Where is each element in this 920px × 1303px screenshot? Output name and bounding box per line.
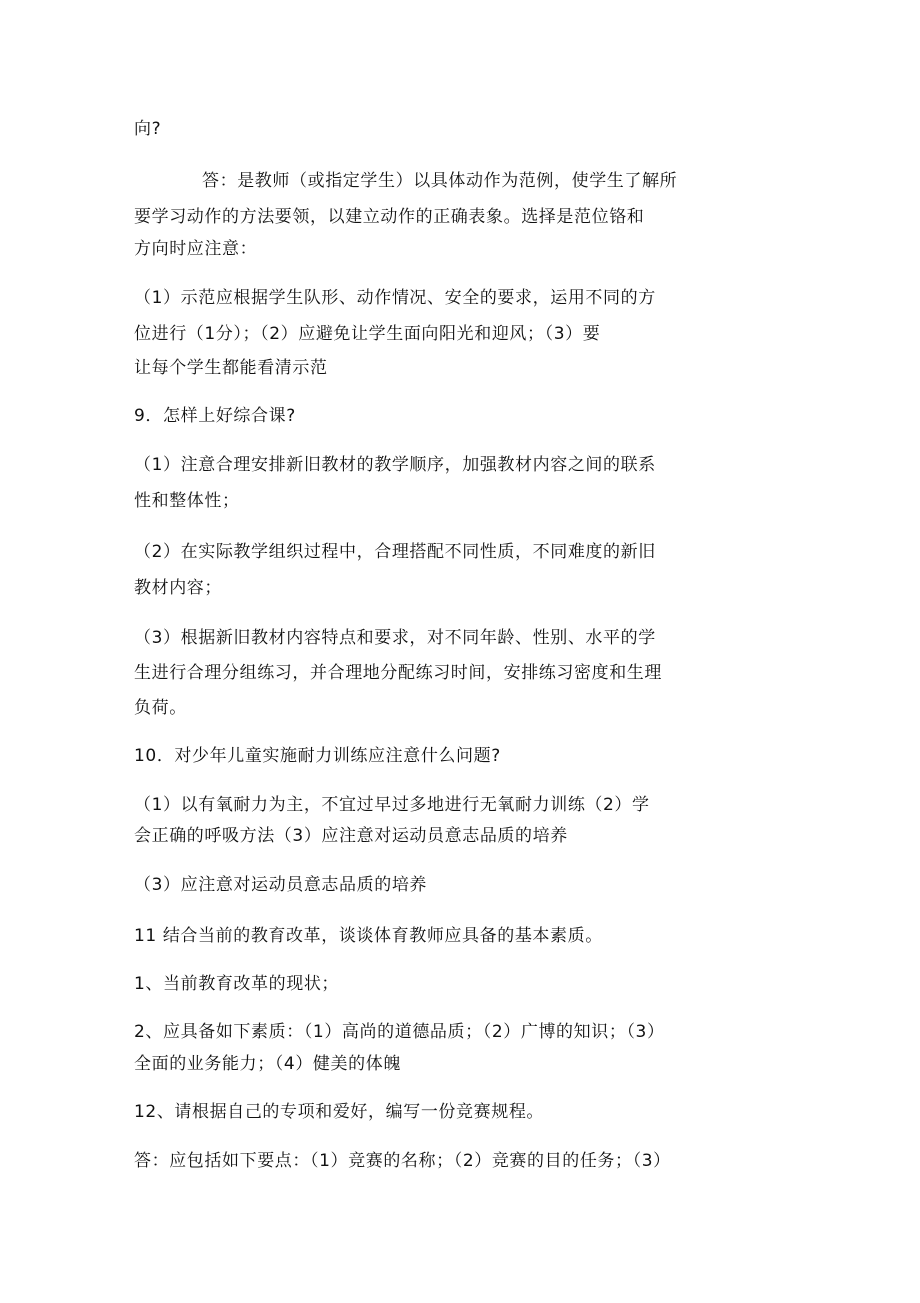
text-line: 方向时应注意： <box>134 239 258 259</box>
text-line: （3）根据新旧教材内容特点和要求，对不同年龄、性别、水平的学 <box>134 628 656 648</box>
text-line: 位进行（1分）；（2）应避免让学生面向阳光和迎风；（3）要 <box>134 324 601 344</box>
text-line: 要学习动作的方法要领，以建立动作的正确表象。选择是范位铬和 <box>134 207 645 227</box>
text-line: 生进行合理分组练习，并合理地分配练习时间，安排练习密度和生理 <box>134 663 662 683</box>
text-line: （1）示范应根据学生队形、动作情况、安全的要求，运用不同的方 <box>134 288 656 308</box>
text-line: 答：应包括如下要点：（1）竞赛的名称；（2）竞赛的目的任务；（3） <box>134 1151 671 1171</box>
text-line: （1）以有氧耐力为主，不宜过早过多地进行无氧耐力训练（2）学 <box>134 795 650 815</box>
text-line-answer-start: 答：是教师（或指定学生）以具体动作为范例，使学生了解所 <box>202 171 678 191</box>
text-line: 全面的业务能力；（4）健美的体魄 <box>134 1054 401 1074</box>
text-line: 负荷。 <box>134 698 187 718</box>
text-line: （2）在实际教学组织过程中，合理搭配不同性质，不同难度的新旧 <box>134 542 656 562</box>
text-line: 2、应具备如下素质：（1）高尚的道德品质；（2）广博的知识；（3） <box>134 1022 665 1042</box>
question-11-heading: 11 结合当前的教育改革，谈谈体育教师应具备的基本素质。 <box>134 926 603 946</box>
text-line: 让每个学生都能看清示范 <box>134 358 328 378</box>
text-line: （1）注意合理安排新旧教材的教学顺序，加强教材内容之间的联系 <box>134 455 656 475</box>
question-9-heading: 9．怎样上好综合课? <box>134 406 296 426</box>
text-line: 教材内容； <box>134 578 222 598</box>
text-line: 会正确的呼吸方法（3）应注意对运动员意志品质的培养 <box>134 826 568 846</box>
text-line: （3）应注意对运动员意志品质的培养 <box>134 875 428 895</box>
question-10-heading: 10．对少年儿童实施耐力训练应注意什么问题? <box>134 746 501 766</box>
text-line: 性和整体性； <box>134 491 240 511</box>
text-line: 1、当前教育改革的现状； <box>134 974 340 994</box>
question-12-heading: 12、请根据自己的专项和爱好，编写一份竞赛规程。 <box>134 1102 545 1122</box>
text-line-prev-question-end: 向? <box>134 119 162 139</box>
